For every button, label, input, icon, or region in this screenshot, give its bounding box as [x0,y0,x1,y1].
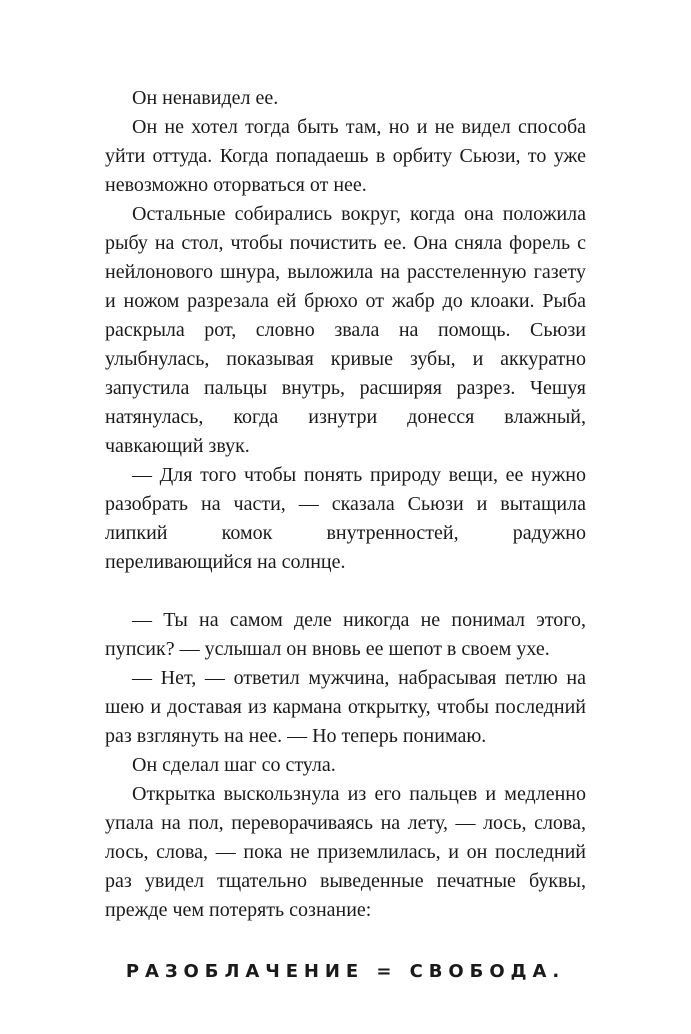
paragraph-dialogue: — Для того чтобы понять природу вещи, ее нужно разобрать на части, — сказала Сьюзи и вытащила липкий комок внутренностей, радужно переливающийся на солнце. [105,464,586,573]
paragraph-dialogue: — Ты на самом деле никогда не понимал этого, пупсик? — услышал он вновь ее шепот в своем ухе. [105,609,586,660]
paragraph-dialogue: — Нет, — ответил мужчина, набрасывая петлю на шею и доставая из кармана открытку, чтобы последний раз взглянуть на нее. — Но теперь понимаю. [105,667,586,747]
paragraph: Он не хотел тогда быть там, но и не видел способа уйти оттуда. Когда попадаешь в орбиту Сьюзи, то уже невозможно оторваться от нее. [105,116,586,196]
paragraph: Он ненавидел ее. [132,87,279,109]
postcard-text: РАЗОБЛАЧЕНИЕ = СВОБОДА. [125,961,566,982]
paragraph: Остальные собирались вокруг, когда она положила рыбу на стол, чтобы почистить ее. Она сняла форель с нейлонового шнура, выложила на расстеленную газету и ножом разрезала ей брюхо от жабр до клоаки. Рыба раскрыла рот, словно звала на помощь. Сьюзи улыбнулась, показывая кривые зубы, и аккуратно запустила пальцы внутрь, расширяя разрез. Чешуя натянулась, когда изнутри донесся влажный, чавкающий звук. [105,203,586,457]
paragraph: Он сделал шаг со стула. [132,754,336,776]
paragraph: Открытка выскользнула из его пальцев и медленно упала на пол, переворачиваясь на лету, — лось, слова, лось, слова, — пока не приземлилась, и он последний раз увидел тщательно выведенные печатные буквы, прежде чем потерять сознание: [105,783,586,921]
